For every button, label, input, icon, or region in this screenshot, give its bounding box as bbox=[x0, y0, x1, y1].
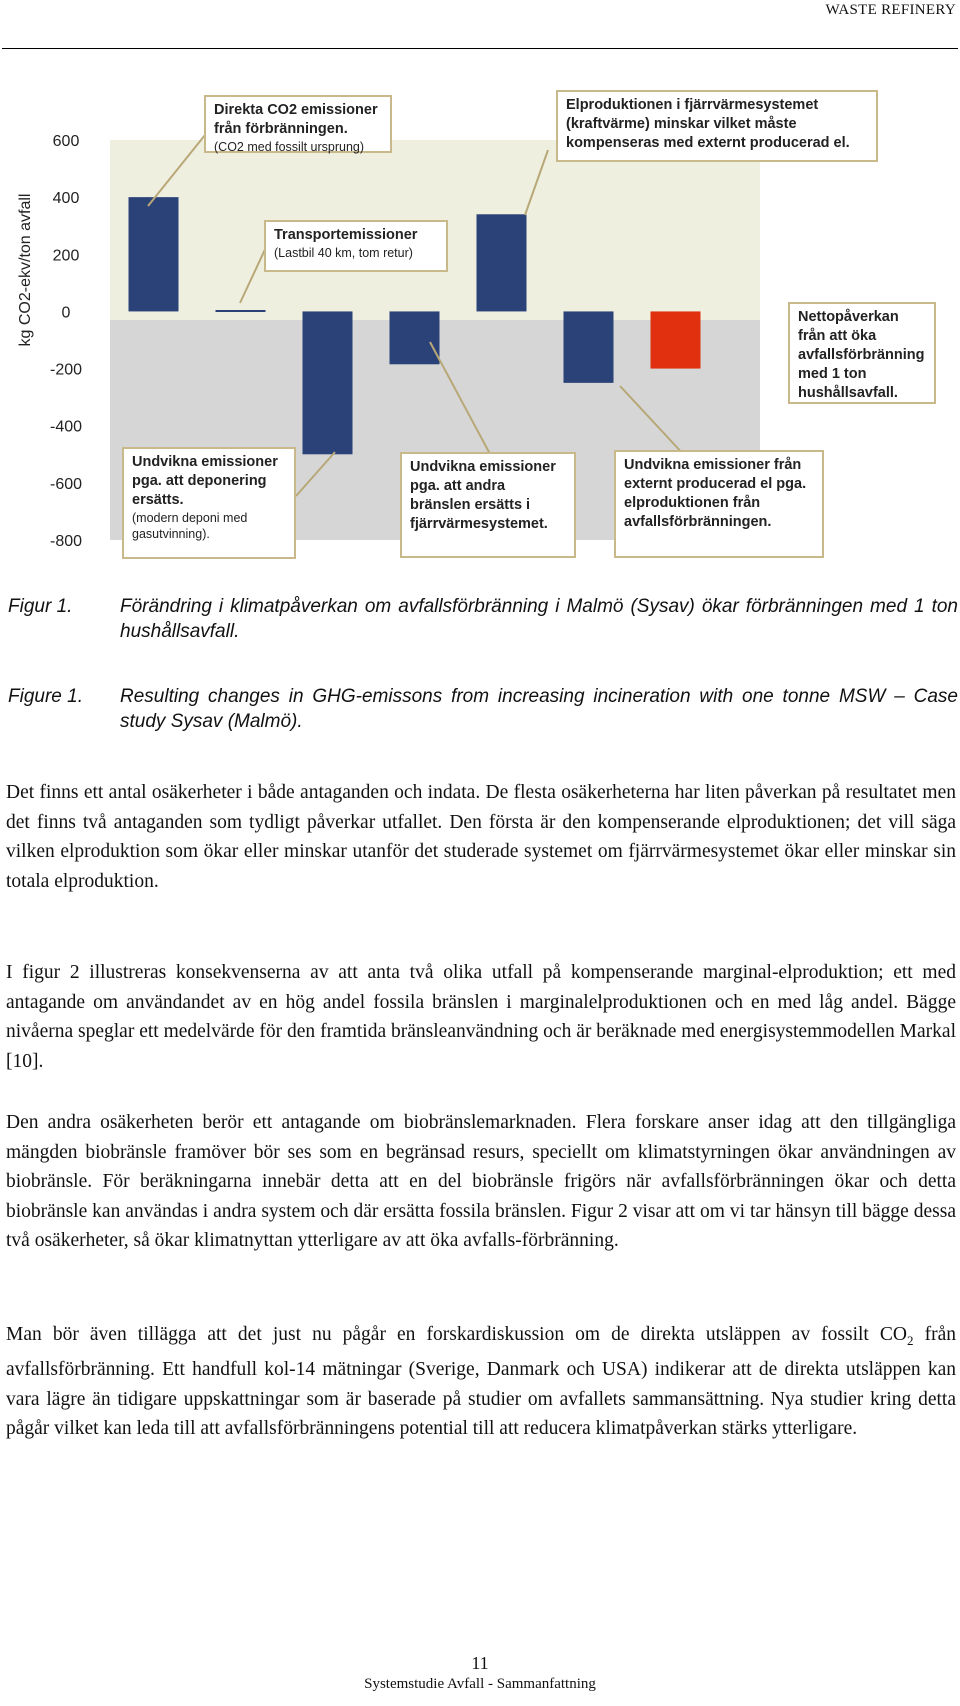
callout-direct-sub: (CO2 med fossilt ursprung) bbox=[214, 140, 365, 154]
callout-direct-title: Direkta CO2 emissioner från förbränningen. bbox=[214, 102, 378, 137]
callout-elproduction bbox=[556, 90, 878, 162]
y-tick-label: -800 bbox=[49, 533, 83, 550]
caption-english bbox=[8, 684, 958, 734]
y-tick-label: 600 bbox=[52, 133, 80, 150]
bar bbox=[390, 311, 440, 364]
caption-english-text: Resulting changes in GHG-emissons from increasing incineration with one tonne MSW – Case study Sysav (Malmö). bbox=[120, 686, 958, 732]
bar bbox=[303, 311, 353, 454]
bar bbox=[564, 311, 614, 382]
paragraph-4 bbox=[6, 1320, 956, 1444]
co2-subscript: 2 bbox=[907, 1332, 914, 1348]
y-axis-label: kg CO2-ekv/ton avfall bbox=[17, 193, 34, 347]
y-tick-label: -400 bbox=[49, 418, 83, 436]
paragraph-4-part-b: från avfallsförbränning. Ett handfull kol-14 mätningar (Sverige, Danmark och USA) indikerar att de direkta utsläppen kan vara lägre än tidigare uppskattningar som är baserade på studier om avfallets sammansättning. Nya studier kring detta pågår vilket kan leda till att avfallsförbränningens potential till att reducera klimatpåverkan stärks ytterligare. bbox=[6, 1324, 956, 1440]
caption-swedish bbox=[8, 594, 958, 644]
callout-net-impact bbox=[788, 302, 936, 404]
y-tick-label: -600 bbox=[49, 475, 83, 493]
paragraph-4-part-a: Man bör även tillägga att det just nu pågår en forskardiskussion om de direkta utsläppen av fossilt CO bbox=[6, 1324, 908, 1345]
caption-swedish-label: Figur 1. bbox=[8, 596, 73, 617]
callout-avoided-landfill bbox=[122, 447, 296, 559]
callout-direct-emissions bbox=[204, 95, 392, 153]
bar bbox=[129, 197, 179, 311]
callout-deponi-sub: (modern deponi med gasutvinning). bbox=[132, 511, 248, 541]
footer-title: Systemstudie Avfall - Sammanfattning bbox=[364, 1676, 596, 1692]
y-tick-label: 0 bbox=[61, 304, 71, 322]
bar bbox=[651, 311, 701, 368]
paragraph-3: Den andra osäkerheten berör ett antagande om biobränslemarknaden. Flera forskare anser idag att den tillgängliga mängden biobränsle framöver bör ses som en begränsad resurs, speciellt om klimatstyrningen ökar användningen av biobränsle. För beräkningarna innebär detta att en del biobränsle frigörs när avfallsförbränningen ökar och detta biobränsle kan användas i andra system och där ersätta fossila bränslen. Figur 2 visar att om vi tar hänsyn till bägge dessa två osäkerheter, så ökar klimatnyttan ytterligare av att öka avfalls-förbränning. bbox=[6, 1112, 956, 1251]
running-header: WASTE REFINERY bbox=[825, 2, 956, 18]
callout-bransle-title: Undvikna emissioner pga. att andra bränslen ersätts i fjärrvärmesystemet. bbox=[410, 459, 556, 532]
callout-avoided-external-el bbox=[614, 450, 824, 558]
y-ticks bbox=[50, 133, 82, 550]
caption-english-label: Figure 1. bbox=[8, 686, 83, 707]
y-tick-label: 400 bbox=[52, 190, 80, 208]
emissions-chart bbox=[0, 80, 960, 600]
callout-avoided-fuels bbox=[400, 452, 576, 558]
callout-transport bbox=[264, 220, 448, 272]
bar bbox=[477, 214, 527, 311]
callout-deponi-title: Undvikna emissioner pga. att deponering ersätts. bbox=[132, 454, 278, 508]
y-tick-label: -200 bbox=[49, 361, 83, 379]
bar bbox=[216, 310, 266, 312]
paragraph-1: Det finns ett antal osäkerheter i både antaganden och indata. De flesta osäkerheterna har liten påverkan på resultatet men det finns två antaganden som tydligt påverkar utfallet. Den första är den kompenserande elproduktionen; det vill säga vilken elproduktion som ökar eller minskar utanför det studerade systemet om fjärrvärmesystemet ökar eller minskar sin totala elproduktion. bbox=[6, 782, 956, 892]
y-tick-label: 200 bbox=[52, 247, 80, 265]
callout-transport-title: Transportemissioner bbox=[274, 227, 418, 243]
caption-swedish-text: Förändring i klimatpåverkan om avfallsförbränning i Malmö (Sysav) ökar förbränningen med 1 ton hushållsavfall. bbox=[120, 596, 958, 642]
header-rule bbox=[2, 48, 958, 49]
callout-transport-sub: (Lastbil 40 km, tom retur) bbox=[274, 246, 413, 260]
paragraph-2: I figur 2 illustreras konsekvenserna av att anta två olika utfall på kompenserande marginal-elproduktion; ett med antagande om användandet av en hög andel fossila bränslen i marginalelproduktionen och en med låg andel. Bägge nivåerna speglar ett medelvärde för den framtida bränsleanvändning och är beräknade med energisystemmodellen Markal [10]. bbox=[6, 962, 956, 1072]
callout-elprod-title: Elproduktionen i fjärrvärmesystemet (kraftvärme) minskar vilket måste kompenseras med externt producerad el. bbox=[566, 97, 850, 151]
page-number: 11 bbox=[471, 1653, 489, 1673]
callout-extel-title: Undvikna emissioner från externt producerad el pga. elproduktionen från avfallsförbränningen. bbox=[624, 457, 807, 530]
callout-netto-title: Nettopåverkan från att öka avfallsförbränning med 1 ton hushållsavfall. bbox=[798, 309, 925, 401]
